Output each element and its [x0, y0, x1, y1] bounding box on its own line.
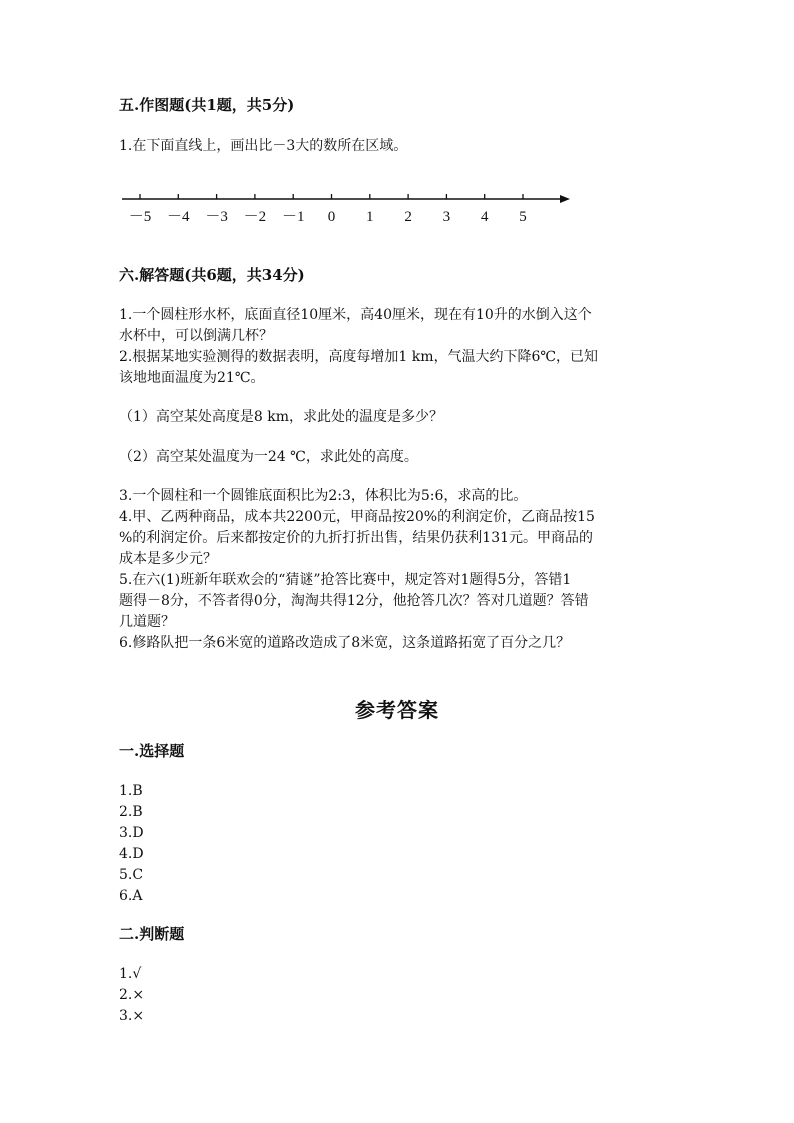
question-text: 成本是多少元？	[119, 551, 217, 567]
answers-title: 参考答案	[355, 698, 439, 722]
answer-item: 3.D	[119, 825, 144, 841]
number-line-label: 0	[327, 209, 336, 225]
number-line-arrow	[560, 195, 570, 203]
section-heading-5: 五.作图题(共1题，共5分)	[119, 96, 295, 114]
question-text: 3.一个圆柱和一个圆锥底面积比为2:3，体积比为5:6，求高的比。	[119, 488, 528, 504]
answers-heading-2: 二.判断题	[119, 925, 185, 943]
question-text: 该地地面温度为21℃。	[119, 370, 265, 386]
answer-item: 6.A	[119, 888, 143, 904]
number-line-label: 2	[404, 209, 412, 225]
answer-item: 1.B	[119, 783, 143, 799]
answers-heading-1: 一.选择题	[119, 742, 185, 760]
answer-item: 4.D	[119, 846, 144, 862]
number-line-label: 1	[366, 209, 374, 225]
number-line-label: －1	[281, 209, 305, 225]
answer-item: 2.×	[119, 987, 145, 1003]
answer-item: 1.√	[119, 966, 142, 982]
question-text: 水杯中，可以倒满几杯？	[119, 328, 273, 344]
number-line-label: 5	[519, 209, 527, 225]
number-line-label: －3	[205, 209, 228, 225]
question-text: 几道题？	[119, 614, 175, 630]
question-text: 6.修路队把一条6米宽的道路改造成了8米宽，这条道路拓宽了百分之几？	[119, 635, 571, 651]
sub-question-text: （2）高空某处温度为一24 ℃，求此处的高度。	[119, 449, 418, 465]
number-line-label: －4	[167, 209, 190, 225]
question-text: 4.甲、乙两种商品，成本共2200元，甲商品按20%的利润定价，乙商品按15	[119, 509, 595, 525]
question-text: %的利润定价。后来都按定价的九折打折出售，结果仍获利131元。甲商品的	[119, 530, 594, 546]
section-heading-6: 六.解答题(共6题，共34分)	[119, 266, 305, 284]
answer-item: 2.B	[119, 804, 143, 820]
answer-item: 5.C	[119, 867, 144, 883]
question-text: 1.在下面直线上，画出比－3大的数所在区域。	[119, 138, 408, 154]
number-line	[118, 182, 578, 232]
question-text: 5.在六(1)班新年联欢会的“猜谜”抢答比赛中，规定答对1题得5分，答错1	[119, 572, 572, 588]
question-text: 1.一个圆柱形水杯，底面直径10厘米，高40厘米，现在有10升的水倒入这个	[119, 307, 592, 323]
number-line-label: 3	[442, 209, 451, 225]
question-text: 2.根据某地实验测得的数据表明，高度每增加1 km，气温大约下降6℃，已知	[119, 349, 599, 365]
question-text: 题得－8分，不答者得0分，淘淘共得12分，他抢答几次？答对几道题？答错	[119, 593, 589, 609]
number-line-label: －2	[243, 209, 267, 225]
sub-question-text: （1）高空某处高度是8 km，求此处的温度是多少？	[119, 409, 444, 425]
number-line-label: －5	[128, 209, 152, 225]
answer-item: 3.×	[119, 1008, 145, 1024]
number-line-label: 4	[480, 209, 489, 225]
